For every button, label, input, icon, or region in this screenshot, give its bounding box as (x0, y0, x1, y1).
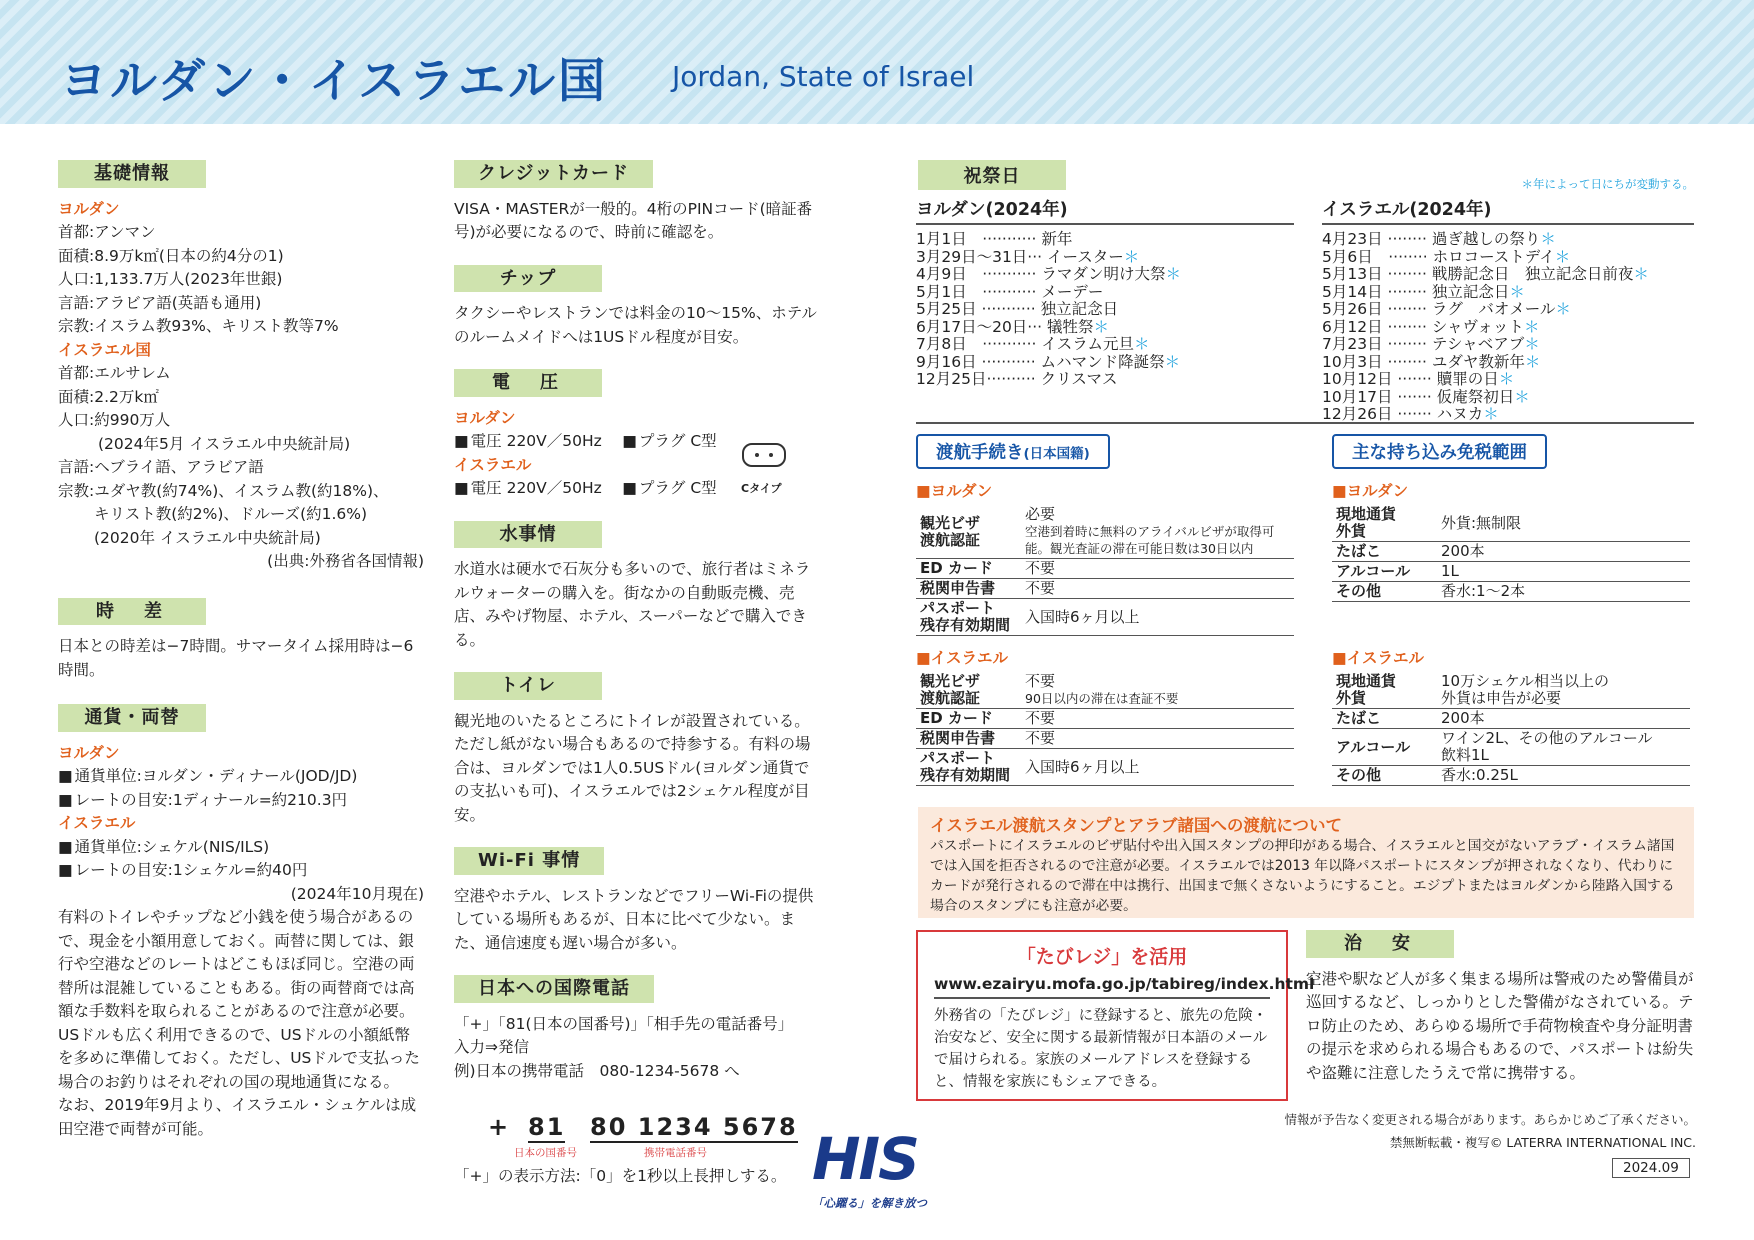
variable-date-mark: ＊ (1524, 335, 1540, 353)
column-2 (454, 160, 818, 1083)
section-intl-call (454, 975, 818, 1083)
section-heading: 祝祭日 (918, 160, 1066, 190)
voltage-row: ■ 電圧 220V／50Hz ■ プラグ C型 (454, 477, 818, 501)
holiday-text: 6月17日〜20日··· 犠牲祭 (916, 317, 1094, 336)
section-heading: 水事情 (454, 521, 602, 549)
section-heading: 渡航手続き(日本国籍) (916, 434, 1110, 469)
table-row: その他 香水:1〜2本 (1332, 582, 1690, 602)
section-chian (1306, 930, 1696, 1085)
holiday-text: 5月1日 ··········· メーデー (916, 282, 1104, 301)
variable-date-mark: ＊ (1164, 352, 1181, 371)
section-heading: クレジットカード (454, 160, 653, 188)
body-text: 例)日本の携帯電話 080-1234-5678 へ (454, 1061, 740, 1080)
holiday-text: 5月13日 ········ 戦勝記念日 独立記念日前夜 (1322, 265, 1634, 283)
holiday-text: 1月1日 ··········· 新年 (916, 230, 1073, 248)
table-row: 現地通貨 外貨 外貨:無制限 (1332, 505, 1690, 542)
country-jordan: ヨルダン (58, 199, 120, 218)
country-israel: ■イスラエル (1332, 649, 1424, 667)
holiday-text: 7月8日 ··········· イスラム元旦 (916, 335, 1135, 353)
section-wifi (454, 847, 818, 955)
holiday-text: 12月25日·········· クリスマス (916, 370, 1118, 388)
section-holidays (918, 160, 1694, 200)
info-line: キリスト教(約2%)、ドルーズ(約1.6%) (94, 505, 368, 523)
phone-country-code: 81 (528, 1113, 566, 1141)
holiday-item (1322, 301, 1694, 319)
holiday-text: 9月16日 ··········· ムハマンド降誕祭 (916, 352, 1165, 371)
holiday-heading: イスラエル(2024年) (1322, 196, 1694, 225)
body-text: 入力⇒発信 (454, 1038, 529, 1056)
section-heading: 基礎情報 (58, 160, 206, 188)
his-tagline: 「心躍る」を解き放つ (812, 1196, 927, 1210)
info-line: 面積:2.2万k㎡ (58, 387, 159, 406)
variable-date-mark: ＊ (1523, 317, 1540, 336)
table-row: 税関申告書 不要 (916, 729, 1294, 749)
table-row: 現地通貨 外貨 10万シェケル相当以上の 外貨は申告が必要 (1332, 672, 1690, 709)
header-banner (0, 0, 1754, 124)
holiday-item (1322, 319, 1694, 337)
body-text: 日本との時差は−7時間。サマータイム採用時は−6時間。 (58, 637, 414, 679)
version-badge: 2024.09 (1612, 1158, 1690, 1178)
holiday-item (916, 284, 1294, 302)
variable-date-mark: ＊ (1633, 265, 1649, 283)
section-heading: Wi-Fi 事情 (454, 847, 604, 875)
body-text: 観光地のいたるところにトイレが設置されている。ただし紙がない場合もあるので持参する。有料の場合は、ヨルダンでは1人0.5USドル(ヨルダン通貨での支払いも可)、イスラエルでは2シェケル程度が目安。 (454, 711, 811, 824)
stamp-text: パスポートにイスラエルのビザ貼付や出入国スタンプの押印がある場合、イスラエルと国交がないアラブ・イスラム諸国では入国を拒否されるので注意が必要。イスラエルでは2013 年以降パスポートにスタンプが押されなくなり、代わりにカードが発行されるので滞在中は携行、出国まで無くさないようにすること。エジプトまたはヨルダンから陸路入国する場合のスタンプにも注意が必要。 (930, 838, 1675, 914)
holidays-jordan (916, 196, 1294, 389)
variable-date-mark: ＊ (1093, 317, 1110, 336)
info-line: 宗教:イスラム教93%、キリスト教等7% (58, 317, 339, 335)
info-line: ■ 通貨単位:シェケル(NIS/ILS) (58, 836, 424, 860)
table-row: 観光ビザ 渡航認証 不要 90日以内の滞在は査証不要 (916, 672, 1294, 709)
body-text: 「+」「81(日本の国番号)」「相手先の電話番号」 (454, 1014, 794, 1033)
variable-date-mark: ＊ (1514, 387, 1530, 406)
country-israel: イスラエル国 (58, 340, 151, 359)
copyright: 禁無断転載・複写© LATERRA INTERNATIONAL INC. (1389, 1135, 1696, 1150)
section-credit (454, 160, 818, 245)
holiday-item (1322, 231, 1694, 249)
holiday-item (916, 266, 1294, 284)
dutyfree-table-jordan (1332, 505, 1690, 602)
holiday-text: 5月6日 ········ ホロコーストデイ (1322, 247, 1555, 266)
variable-date-mark: ＊ (1524, 352, 1541, 371)
body-text: 空港や駅など人が多く集まる場所は警戒のため警備員が巡回するなど、しっかりとした警備がなされている。テロ防止のため、あらゆる場所で手荷物検査や身分証明書の提示を求められる場合もあるので、パスポートは紛失や盗難に注意したうえで常に携帯する。 (1306, 969, 1694, 1082)
holiday-item (916, 354, 1294, 372)
variable-date-mark: ＊ (1555, 300, 1571, 318)
page-title-en: Jordan, State of Israel (672, 60, 975, 93)
holiday-item (916, 319, 1294, 337)
info-line: 面積:8.9万k㎡(日本の約4分の1) (58, 246, 284, 265)
table-row: パスポート 残存有効期間 入国時6ヶ月以上 (916, 599, 1294, 636)
holidays-israel (1322, 196, 1694, 424)
source-note: (出典:外務省各国情報) (267, 552, 424, 570)
variable-date-mark: ＊ (1509, 282, 1525, 301)
body-text: なお、2019年9月より、イスラエル・シュケルは成田空港で両替が可能。 (58, 1096, 417, 1138)
info-line: ■ 通貨単位:ヨルダン・ディナール(JOD/JD) (58, 765, 424, 789)
holiday-text: 7月23日 ········ テシャベアブ (1322, 335, 1525, 353)
section-heading: トイレ (454, 672, 602, 700)
tabireji-box (916, 930, 1315, 1101)
info-line: (2020年 イスラエル中央統計局) (94, 528, 321, 547)
table-row: アルコール 1L (1332, 562, 1690, 582)
country-israel: イスラエル (454, 455, 532, 474)
holiday-note: ＊年によって日にちが変動する。 (1521, 177, 1694, 191)
asof-note: (2024年10月現在) (290, 884, 424, 903)
body-text: 有料のトイレやチップなど小銭を使う場合があるので、現金を小額用意しておく。両替に関しては、銀行や空港などのレートはどこもほぼ同じ。空港の両替所は混雑していることもある。街の両替商では高額な手数料を取られることがあるので注意が必要。USドルも広く利用できるので、USドルの小額紙幣を多めに準備しておく。ただし、USドルで支払った場合のお釣りはそれぞれの国の現地通貨になる。 (58, 908, 420, 1091)
plug-c-icon (742, 443, 786, 467)
country-jordan: ヨルダン (58, 743, 120, 762)
holiday-heading: ヨルダン(2024年) (916, 196, 1294, 225)
info-line: (2024年5月 イスラエル中央統計局) (98, 434, 351, 453)
section-water (454, 521, 818, 653)
section-heading: 電 圧 (454, 369, 602, 397)
variable-date-mark: ＊ (1123, 247, 1140, 266)
country-jordan: ヨルダン (454, 408, 516, 427)
table-row: たばこ 200本 (1332, 709, 1690, 729)
section-heading: 治 安 (1306, 930, 1454, 958)
holiday-item (916, 336, 1294, 354)
table-row: パスポート 残存有効期間 入国時6ヶ月以上 (916, 749, 1294, 786)
section-heading: 時 差 (58, 598, 206, 626)
holiday-text: 3月29日〜31日··· イースター (916, 247, 1124, 266)
section-jisa (58, 598, 424, 683)
holiday-item (916, 371, 1294, 389)
table-row: アルコール ワイン2L、その他のアルコール 飲料1L (1332, 729, 1690, 766)
info-line: 宗教:ユダヤ教(約74%)、イスラム教(約18%)、 (58, 481, 389, 500)
holiday-list (916, 231, 1294, 389)
plug-label: Cタイプ (741, 482, 782, 495)
country-jordan: ■ヨルダン (916, 482, 993, 500)
section-tokou (916, 434, 1294, 786)
variable-date-mark: ＊ (1554, 247, 1571, 266)
procedure-table-israel (916, 672, 1294, 786)
holiday-text: 5月14日 ········ 独立記念日 (1322, 282, 1510, 301)
voltage-row: ■ 電圧 220V／50Hz ■ プラグ C型 (454, 430, 818, 454)
stamp-notice (918, 807, 1694, 918)
info-line: 首都:エルサレム (58, 364, 171, 382)
procedure-table-jordan (916, 505, 1294, 636)
holiday-text: 4月9日 ··········· ラマダン明け大祭 (916, 265, 1166, 283)
section-dutyfree (1332, 434, 1690, 786)
cc-label: 日本の国番号 (514, 1147, 577, 1159)
tabireji-title: 「たびレジ」を活用 (1016, 946, 1188, 968)
intl-note: 「+」の表示方法:「0」を1秒以上長押しする。 (454, 1167, 787, 1185)
his-logo: HIS (812, 1125, 918, 1193)
phone-plus: + (488, 1113, 511, 1141)
holiday-item (1322, 266, 1694, 284)
dutyfree-table-israel (1332, 672, 1690, 786)
table-row: 観光ビザ 渡航認証 必要 空港到着時に無料のアライバルビザが取得可能。観光査証の滞在可能日数は30日以内 (916, 505, 1294, 559)
tabireji-text: 外務省の「たびレジ」に登録すると、旅先の危険・治安など、安全に関する最新情報が日本語のメールで届けられる。家族のメールアドレスを登録すると、情報を家族にもシェアできる。 (934, 1008, 1268, 1090)
holiday-item (916, 249, 1294, 267)
body-text: タクシーやレストランでは料金の10〜15%、ホテルのルームメイドへは1USドル程度が目安。 (454, 304, 817, 346)
section-heading: 日本への国際電話 (454, 975, 654, 1003)
holiday-item (1322, 249, 1694, 267)
info-line: ■ レートの目安:1ディナール=約210.3円 (58, 789, 424, 813)
tabireji-url[interactable]: www.ezairyu.mofa.go.jp/tabireg/index.html (934, 975, 1270, 999)
country-jordan: ■ヨルダン (1332, 482, 1409, 500)
num-label: 携帯電話番号 (644, 1147, 707, 1159)
info-line: ■ レートの目安:1シェケル=約40円 (58, 859, 424, 883)
section-tip (454, 265, 818, 350)
section-toilet (454, 672, 818, 827)
country-israel: イスラエル (58, 814, 136, 832)
holiday-text: 10月17日 ······· 仮庵祭初日 (1322, 387, 1515, 406)
info-line: 言語:アラビア語(英語も通用) (58, 293, 262, 312)
holiday-item (1322, 406, 1694, 424)
holiday-item (916, 301, 1294, 319)
page-title: ヨルダン・イスラエル国 (60, 54, 609, 109)
holiday-item (1322, 284, 1694, 302)
info-line: 首都:アンマン (58, 223, 156, 241)
section-heading: 主な持ち込み免税範囲 (1332, 434, 1547, 469)
column-1 (58, 160, 424, 1161)
info-line: 人口:約990万人 (58, 411, 171, 429)
holiday-item (1322, 371, 1694, 389)
holiday-item (1322, 389, 1694, 407)
table-row: ED カード 不要 (916, 559, 1294, 579)
holiday-item (916, 231, 1294, 249)
body-text: VISA・MASTERが一般的。4桁のPINコード(暗証番号)が必要になるので、時前に確認を。 (454, 199, 813, 241)
table-row: たばこ 200本 (1332, 542, 1690, 562)
holiday-item (1322, 336, 1694, 354)
body-text: 空港やホテル、レストランなどでフリーWi-Fiの提供している場所もあるが、日本に比べて少ない。また、通信速度も遅い場合が多い。 (454, 886, 814, 952)
divider (916, 422, 1694, 424)
info-line: 言語:ヘブライ語、アラビア語 (58, 458, 264, 476)
table-row: ED カード 不要 (916, 709, 1294, 729)
holiday-text: 5月26日 ········ ラグ バオメール (1322, 300, 1556, 318)
body-text: 水道水は硬水で石灰分も多いので、旅行者はミネラルウォーターの購入を。街なかの自動販売機、売店、みやげ物屋、ホテル、スーパーなどで購入できる。 (454, 560, 811, 649)
section-heading: チップ (454, 265, 602, 293)
holiday-list (1322, 231, 1694, 424)
holiday-text: 10月3日 ········ ユダヤ教新年 (1322, 352, 1525, 371)
variable-date-mark: ＊ (1498, 370, 1515, 388)
variable-date-mark: ＊ (1134, 335, 1150, 353)
variable-date-mark: ＊ (1483, 405, 1499, 423)
phone-number: 80 1234 5678 (590, 1113, 798, 1141)
section-heading: 通貨・両替 (58, 704, 206, 732)
info-line: 人口:1,133.7万人(2023年世銀) (58, 270, 283, 288)
table-row: その他 香水:0.25L (1332, 766, 1690, 786)
section-kiso (58, 160, 424, 574)
holiday-text: 6月12日 ········ シャヴォット (1322, 317, 1524, 336)
variable-date-mark: ＊ (1165, 265, 1182, 283)
disclaimer: 情報が予告なく変更される場合があります。あらかじめご了承ください。 (1284, 1112, 1696, 1127)
holiday-item (1322, 354, 1694, 372)
country-israel: ■イスラエル (916, 649, 1008, 667)
section-tsuka (58, 704, 424, 1141)
stamp-title: イスラエル渡航スタンプとアラブ諸国への渡航について (930, 816, 1343, 835)
variable-date-mark: ＊ (1540, 230, 1556, 248)
holiday-text: 4月23日 ········ 過ぎ越しの祭り (1322, 230, 1541, 248)
holiday-text: 10月12日 ······· 贖罪の日 (1322, 370, 1499, 388)
holiday-text: 12月26日 ······· ハヌカ (1322, 405, 1484, 423)
holiday-text: 5月25日 ··········· 独立記念日 (916, 300, 1119, 318)
table-row: 税関申告書 不要 (916, 579, 1294, 599)
